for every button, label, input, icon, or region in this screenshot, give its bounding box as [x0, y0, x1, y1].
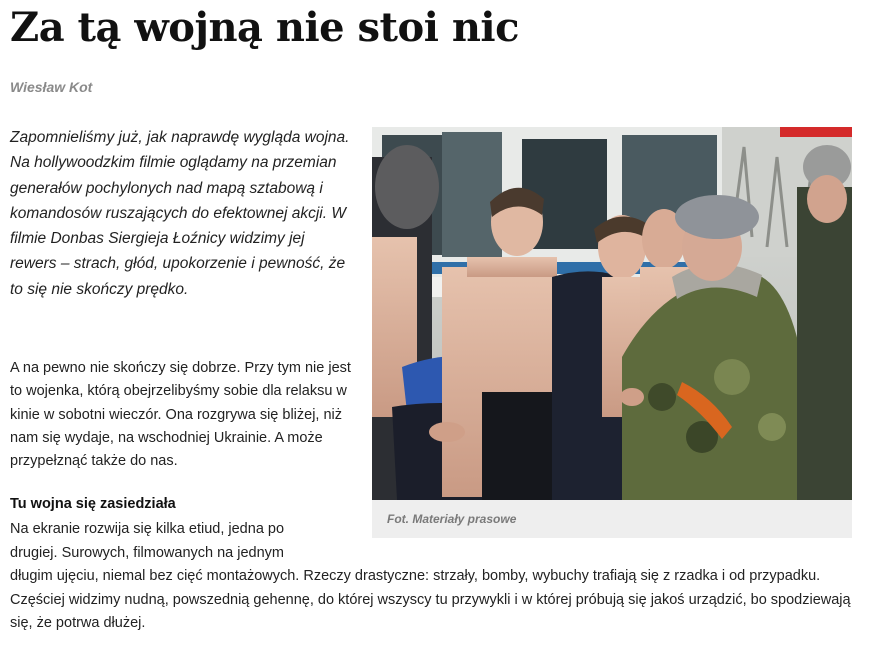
section-heading: Tu wojna się zasiedziała [10, 496, 176, 512]
article-title: Za tą wojną nie stoi nic [10, 4, 519, 51]
author-name[interactable]: Wiesław Kot [10, 79, 93, 95]
article-photo[interactable] [372, 127, 852, 500]
photo-caption: Fot. Materiały prasowe [387, 512, 517, 526]
article-paragraph-2-text: Na ekranie rozwija się kilka etiud, jedna po drugiej. Surowych, filmowanych na jednym długim ujęciu, niemal bez cięć montażowych. Rzeczy drastyczne: strzały, bomby, wybuchy trafiają się z rzadka i od przypadku. Częściej widzimy nudną, powszednią gehennę, do której wszyscy tu przywykli i w której próbują się jakoś urządzić, bo spodziewają się, że potrwa dłużej. [10, 521, 851, 631]
article-paragraph: A na pewno nie skończy się dobrze. Przy tym nie jest to wojenka, którą obejrzelibyśmy sobie dla relaksu w kinie w sobotni wieczór. Ona rozgrywa się bliżej, niż nam się wydaje, na wschodniej Ukrainie. A może przypełznąć także do nas. [10, 360, 351, 470]
article-lead: Zapomnieliśmy już, jak naprawdę wygląda wojna. Na hollywoodzkim filmie oglądamy na przemian generałów pochylonych nad mapą sztabową i komandosów ruszających do efektownej akcji. W filmie Donbas Siergieja Łoźnicy widzimy jej rewers – strach, głód, upokorzenie i pewność, że to się nie skończy prędko. [10, 129, 350, 298]
article-figure [372, 127, 852, 538]
